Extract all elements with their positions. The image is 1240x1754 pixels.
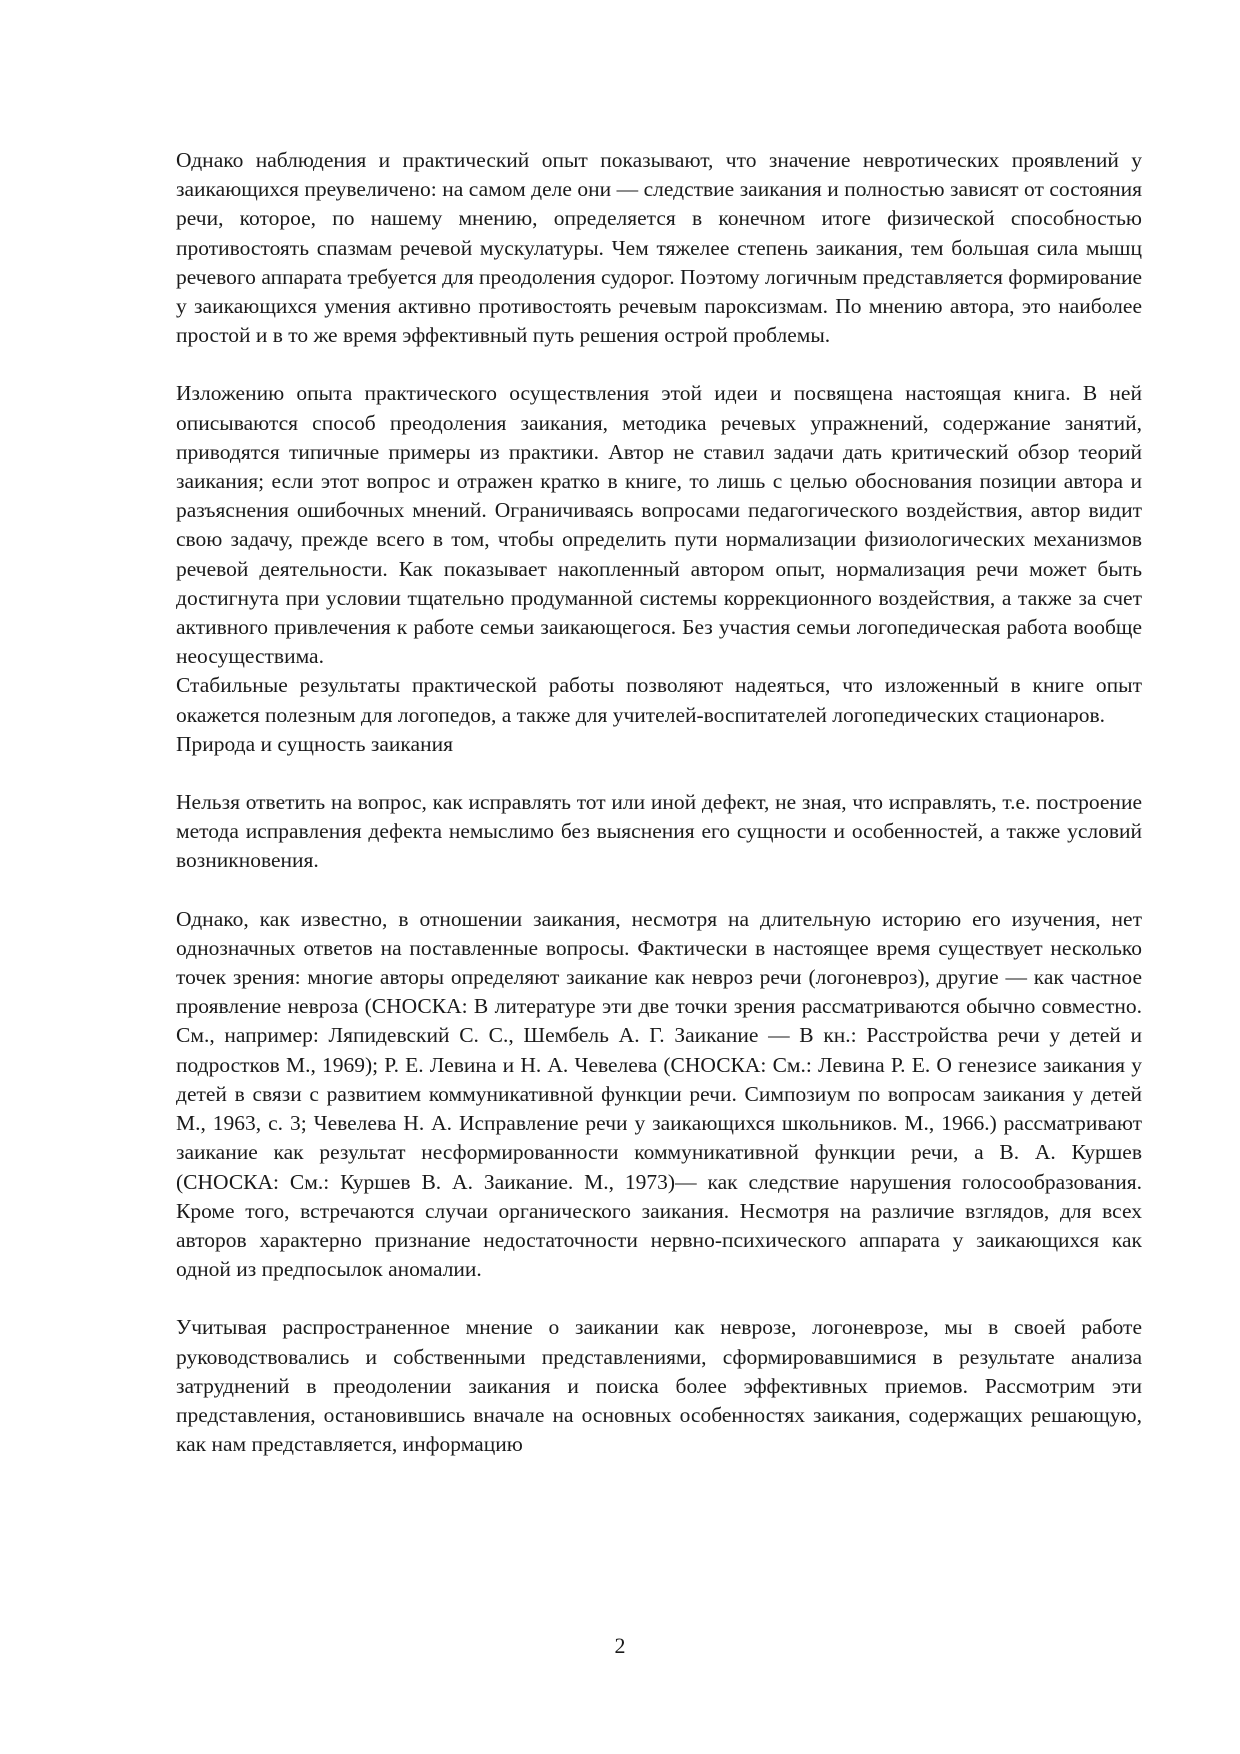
paragraph-points-of-view: Однако, как известно, в отношении заикания, несмотря на длительную историю его изучения, нет однозначных ответов на поставленные вопросы. Фактически в настоящее время существует несколько точек зрения: многие авторы определяют заикание как невроз речи (логоневроз), другие — как частное проявление невроза (СНОСКА: В литературе эти две точки зрения рассматриваются обычно совместно. См., например: Ляпидевский С. С., Шембель А. Г. Заикание — В кн.: Расстройства речи у детей и подростков М., 1969); Р. Е. Левина и Н. А. Чевелева (СНОСКА: См.: Левина Р. Е. О генезисе заикания у детей в связи с развитием коммуникативной функции речи. Симпозиум по вопросам заикания у детей М., 1963, с. 3; Чевелева Н. А. Исправление речи у заикающихся школьников. М., 1966.) рассматривают заикание как результат несформированности коммуникативной функции речи, а В. А. Куршев (СНОСКА: См.: Куршев В. А. Заикание. М., 1973)— как следствие нарушения голосообразования. Кроме того, встречаются случаи органического заикания. Несмотря на различие взглядов, для всех авторов характерно признание недостаточности нервно-психического аппарата у заикающихся как одной из предпосылок аномалии. [176, 906, 1142, 1282]
page-number: 2 [614, 1633, 626, 1658]
paragraph-neurotic-manifestations: Однако наблюдения и практический опыт показывают, что значение невротических проявлений у заикающихся преувеличено: на самом деле они — следствие заикания и полностью зависят от состояния речи, которое, по нашему мнению, определяется в конечном итоге физической способностью противостоять спазмам речевой мускулатуры. Чем тяжелее степень заикания, тем большая сила мышц речевого аппарата требуется для преодоления судорог. Поэтому логичным представляется формирование у заикающихся умения активно противостоять речевым пароксизмам. По мнению автора, это наиболее простой и в то же время эффективный путь решения острой проблемы. [176, 148, 1142, 348]
paragraph-defect-correction: Нельзя ответить на вопрос, как исправлять тот или иной дефект, не зная, что исправлять, т.е. построение метода исправления дефекта немыслимо без выяснения его сущности и особенностей, а также условий возникновения. [176, 790, 1142, 873]
paragraph-stable-results: Стабильные результаты практической работы позволяют надеяться, что изложенный в книге опыт окажется полезным для логопедов, а также для учителей-воспитателей логопедических стационаров. [176, 673, 1142, 727]
page-body [176, 146, 1142, 1459]
paragraph-book-purpose: Изложению опыта практического осуществления этой идеи и посвящена настоящая книга. В ней описываются способ преодоления заикания, методика речевых упражнений, содержание занятий, приводятся типичные примеры из практики. Автор не ставил задачи дать критический обзор теорий заикания; если этот вопрос и отражен кратко в книге, то лишь с целью обоснования позиции автора и разъяснения ошибочных мнений. Ограничиваясь вопросами педагогического воздействия, автор видит свою задачу, прежде всего в том, чтобы определить пути нормализации физиологических механизмов речевой деятельности. Как показывает накопленный автором опыт, нормализация речи может быть достигнута при условии тщательно продуманной системы коррекционного воздействия, а также за счет активного привлечения к работе семьи заикающегося. Без участия семьи логопедическая работа вообще неосуществима. [176, 381, 1142, 669]
section-heading: Природа и сущность заикания [176, 731, 453, 756]
paragraph-own-views: Учитывая распространенное мнение о заикании как неврозе, логоневрозе, мы в своей работе руководствовались и собственными представлениями, сформировавшимися в результате анализа затруднений в преодолении заикания и поиска более эффективных приемов. Рассмотрим эти представления, остановившись вначале на основных особенностях заикания, содержащих решающую, как нам представляется, информацию [176, 1315, 1142, 1457]
